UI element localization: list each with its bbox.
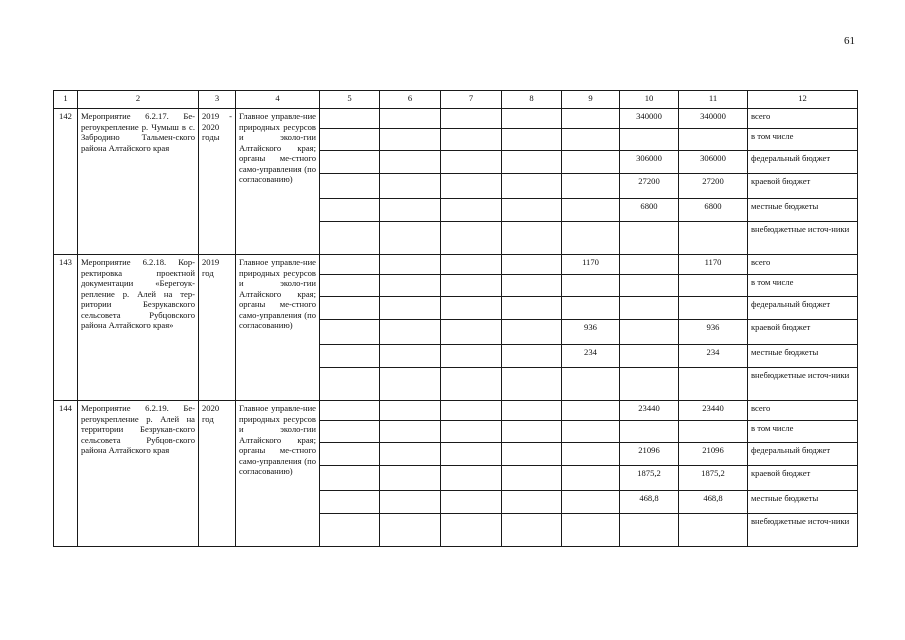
funding-source-label: всего xyxy=(748,255,858,275)
header-cell: 4 xyxy=(236,91,320,109)
cell-col9 xyxy=(562,421,620,443)
cell-col5 xyxy=(320,491,380,514)
item-period: 2019 год xyxy=(199,255,236,401)
cell-col9 xyxy=(562,222,620,255)
cell-col9 xyxy=(562,514,620,547)
header-cell: 12 xyxy=(748,91,858,109)
cell-col5 xyxy=(320,151,380,174)
cell-col11 xyxy=(679,222,748,255)
funding-source-label: местные бюджеты xyxy=(748,491,858,514)
cell-col7 xyxy=(441,368,502,401)
cell-col7 xyxy=(441,297,502,320)
cell-col10: 23440 xyxy=(620,401,679,421)
header-cell: 7 xyxy=(441,91,502,109)
funding-source-label: федеральный бюджет xyxy=(748,297,858,320)
funding-source-label: внебюджетные источ-ники xyxy=(748,514,858,547)
cell-col9 xyxy=(562,129,620,151)
cell-col5 xyxy=(320,466,380,491)
item-period: 2019 - 2020 годы xyxy=(199,109,236,255)
cell-col11: 936 xyxy=(679,320,748,345)
cell-col9 xyxy=(562,491,620,514)
cell-col5 xyxy=(320,275,380,297)
header-cell: 6 xyxy=(380,91,441,109)
cell-col6 xyxy=(380,297,441,320)
header-cell: 3 xyxy=(199,91,236,109)
cell-col5 xyxy=(320,320,380,345)
budget-table xyxy=(53,90,858,547)
cell-col6 xyxy=(380,443,441,466)
cell-col8 xyxy=(502,368,562,401)
cell-col8 xyxy=(502,401,562,421)
table-row xyxy=(54,109,858,129)
header-cell: 1 xyxy=(54,91,78,109)
cell-col8 xyxy=(502,109,562,129)
cell-col11 xyxy=(679,275,748,297)
cell-col6 xyxy=(380,109,441,129)
cell-col10 xyxy=(620,345,679,368)
header-cell: 2 xyxy=(78,91,199,109)
cell-col9: 936 xyxy=(562,320,620,345)
cell-col8 xyxy=(502,297,562,320)
funding-source-label: краевой бюджет xyxy=(748,466,858,491)
cell-col8 xyxy=(502,199,562,222)
cell-col5 xyxy=(320,174,380,199)
item-executor: Главное управле-ние природных ресурсов и эколо-гии Алтайского края; органы ме-стного само-управления (по согласованию) xyxy=(236,255,320,401)
funding-source-label: краевой бюджет xyxy=(748,320,858,345)
cell-col8 xyxy=(502,255,562,275)
cell-col9 xyxy=(562,443,620,466)
cell-col7 xyxy=(441,222,502,255)
funding-source-label: в том числе xyxy=(748,129,858,151)
funding-source-label: федеральный бюджет xyxy=(748,443,858,466)
cell-col9 xyxy=(562,275,620,297)
header-row xyxy=(54,91,858,109)
header-cell: 9 xyxy=(562,91,620,109)
cell-col11: 21096 xyxy=(679,443,748,466)
cell-col8 xyxy=(502,514,562,547)
cell-col7 xyxy=(441,320,502,345)
cell-col7 xyxy=(441,174,502,199)
funding-source-label: внебюджетные источ-ники xyxy=(748,368,858,401)
cell-col5 xyxy=(320,255,380,275)
item-name: Мероприятие 6.2.18. Кор-ректировка проектной документации «Берегоук-репление р. Алей на тер-ритории Безрукавского сельсовета Рубцовского района Алтайского края» xyxy=(78,255,199,401)
page-number: 61 xyxy=(844,35,855,47)
cell-col6 xyxy=(380,401,441,421)
cell-col6 xyxy=(380,199,441,222)
cell-col11 xyxy=(679,297,748,320)
cell-col6 xyxy=(380,368,441,401)
cell-col11: 23440 xyxy=(679,401,748,421)
cell-col9 xyxy=(562,401,620,421)
cell-col11 xyxy=(679,514,748,547)
cell-col11: 1875,2 xyxy=(679,466,748,491)
item-number: 144 xyxy=(54,401,78,547)
cell-col10: 27200 xyxy=(620,174,679,199)
cell-col8 xyxy=(502,421,562,443)
cell-col6 xyxy=(380,255,441,275)
cell-col8 xyxy=(502,491,562,514)
cell-col6 xyxy=(380,491,441,514)
cell-col10: 21096 xyxy=(620,443,679,466)
cell-col10 xyxy=(620,222,679,255)
cell-col7 xyxy=(441,345,502,368)
cell-col6 xyxy=(380,275,441,297)
table-row xyxy=(54,255,858,275)
cell-col6 xyxy=(380,345,441,368)
funding-source-label: внебюджетные источ-ники xyxy=(748,222,858,255)
funding-source-label: в том числе xyxy=(748,421,858,443)
item-number: 143 xyxy=(54,255,78,401)
cell-col8 xyxy=(502,174,562,199)
cell-col9: 234 xyxy=(562,345,620,368)
cell-col7 xyxy=(441,401,502,421)
cell-col8 xyxy=(502,466,562,491)
cell-col10: 306000 xyxy=(620,151,679,174)
cell-col10: 468,8 xyxy=(620,491,679,514)
cell-col7 xyxy=(441,514,502,547)
cell-col11 xyxy=(679,421,748,443)
cell-col9: 1170 xyxy=(562,255,620,275)
header-cell: 5 xyxy=(320,91,380,109)
funding-source-label: местные бюджеты xyxy=(748,199,858,222)
cell-col9 xyxy=(562,466,620,491)
cell-col5 xyxy=(320,443,380,466)
cell-col6 xyxy=(380,151,441,174)
cell-col6 xyxy=(380,514,441,547)
cell-col5 xyxy=(320,514,380,547)
cell-col11: 340000 xyxy=(679,109,748,129)
cell-col5 xyxy=(320,129,380,151)
header-cell: 10 xyxy=(620,91,679,109)
cell-col10 xyxy=(620,297,679,320)
cell-col8 xyxy=(502,129,562,151)
funding-source-label: в том числе xyxy=(748,275,858,297)
cell-col10: 340000 xyxy=(620,109,679,129)
item-name: Мероприятие 6.2.19. Бе-регоукрепление р. Алей на территории Безрукав-ского сельсовета Рубцов-ского района Алтайского края xyxy=(78,401,199,547)
cell-col7 xyxy=(441,275,502,297)
cell-col7 xyxy=(441,151,502,174)
cell-col9 xyxy=(562,109,620,129)
cell-col10 xyxy=(620,421,679,443)
cell-col9 xyxy=(562,199,620,222)
cell-col9 xyxy=(562,174,620,199)
cell-col8 xyxy=(502,443,562,466)
cell-col6 xyxy=(380,421,441,443)
item-name: Мероприятие 6.2.17. Бе-регоукрепление р. Чумыш в с. Забродино Тальмен-ского района Алтайского края xyxy=(78,109,199,255)
cell-col11: 1170 xyxy=(679,255,748,275)
cell-col11 xyxy=(679,129,748,151)
cell-col9 xyxy=(562,297,620,320)
cell-col9 xyxy=(562,151,620,174)
cell-col8 xyxy=(502,345,562,368)
cell-col7 xyxy=(441,491,502,514)
cell-col5 xyxy=(320,297,380,320)
header-cell: 11 xyxy=(679,91,748,109)
item-period: 2020 год xyxy=(199,401,236,547)
item-executor: Главное управле-ние природных ресурсов и эколо-гии Алтайского края; органы ме-стного само-управления (по согласованию) xyxy=(236,109,320,255)
cell-col7 xyxy=(441,443,502,466)
cell-col5 xyxy=(320,368,380,401)
cell-col6 xyxy=(380,222,441,255)
cell-col6 xyxy=(380,129,441,151)
cell-col7 xyxy=(441,255,502,275)
funding-source-label: местные бюджеты xyxy=(748,345,858,368)
cell-col5 xyxy=(320,109,380,129)
cell-col11: 306000 xyxy=(679,151,748,174)
cell-col6 xyxy=(380,174,441,199)
cell-col8 xyxy=(502,222,562,255)
cell-col8 xyxy=(502,320,562,345)
cell-col10: 6800 xyxy=(620,199,679,222)
item-number: 142 xyxy=(54,109,78,255)
funding-source-label: федеральный бюджет xyxy=(748,151,858,174)
cell-col11: 468,8 xyxy=(679,491,748,514)
cell-col5 xyxy=(320,345,380,368)
cell-col10 xyxy=(620,129,679,151)
cell-col7 xyxy=(441,199,502,222)
header-cell: 8 xyxy=(502,91,562,109)
cell-col10 xyxy=(620,368,679,401)
cell-col5 xyxy=(320,199,380,222)
cell-col9 xyxy=(562,368,620,401)
cell-col10 xyxy=(620,255,679,275)
cell-col11 xyxy=(679,368,748,401)
cell-col11: 27200 xyxy=(679,174,748,199)
cell-col10: 1875,2 xyxy=(620,466,679,491)
table-body xyxy=(54,91,858,547)
cell-col7 xyxy=(441,109,502,129)
cell-col5 xyxy=(320,401,380,421)
funding-source-label: всего xyxy=(748,109,858,129)
cell-col11: 234 xyxy=(679,345,748,368)
cell-col10 xyxy=(620,275,679,297)
cell-col7 xyxy=(441,466,502,491)
cell-col10 xyxy=(620,514,679,547)
cell-col7 xyxy=(441,129,502,151)
table-row xyxy=(54,401,858,421)
cell-col11: 6800 xyxy=(679,199,748,222)
cell-col5 xyxy=(320,222,380,255)
cell-col6 xyxy=(380,320,441,345)
item-executor: Главное управле-ние природных ресурсов и эколо-гии Алтайского края; органы ме-стного само-управления (по согласованию) xyxy=(236,401,320,547)
funding-source-label: краевой бюджет xyxy=(748,174,858,199)
cell-col10 xyxy=(620,320,679,345)
cell-col5 xyxy=(320,421,380,443)
cell-col8 xyxy=(502,275,562,297)
cell-col6 xyxy=(380,466,441,491)
cell-col7 xyxy=(441,421,502,443)
cell-col8 xyxy=(502,151,562,174)
funding-source-label: всего xyxy=(748,401,858,421)
